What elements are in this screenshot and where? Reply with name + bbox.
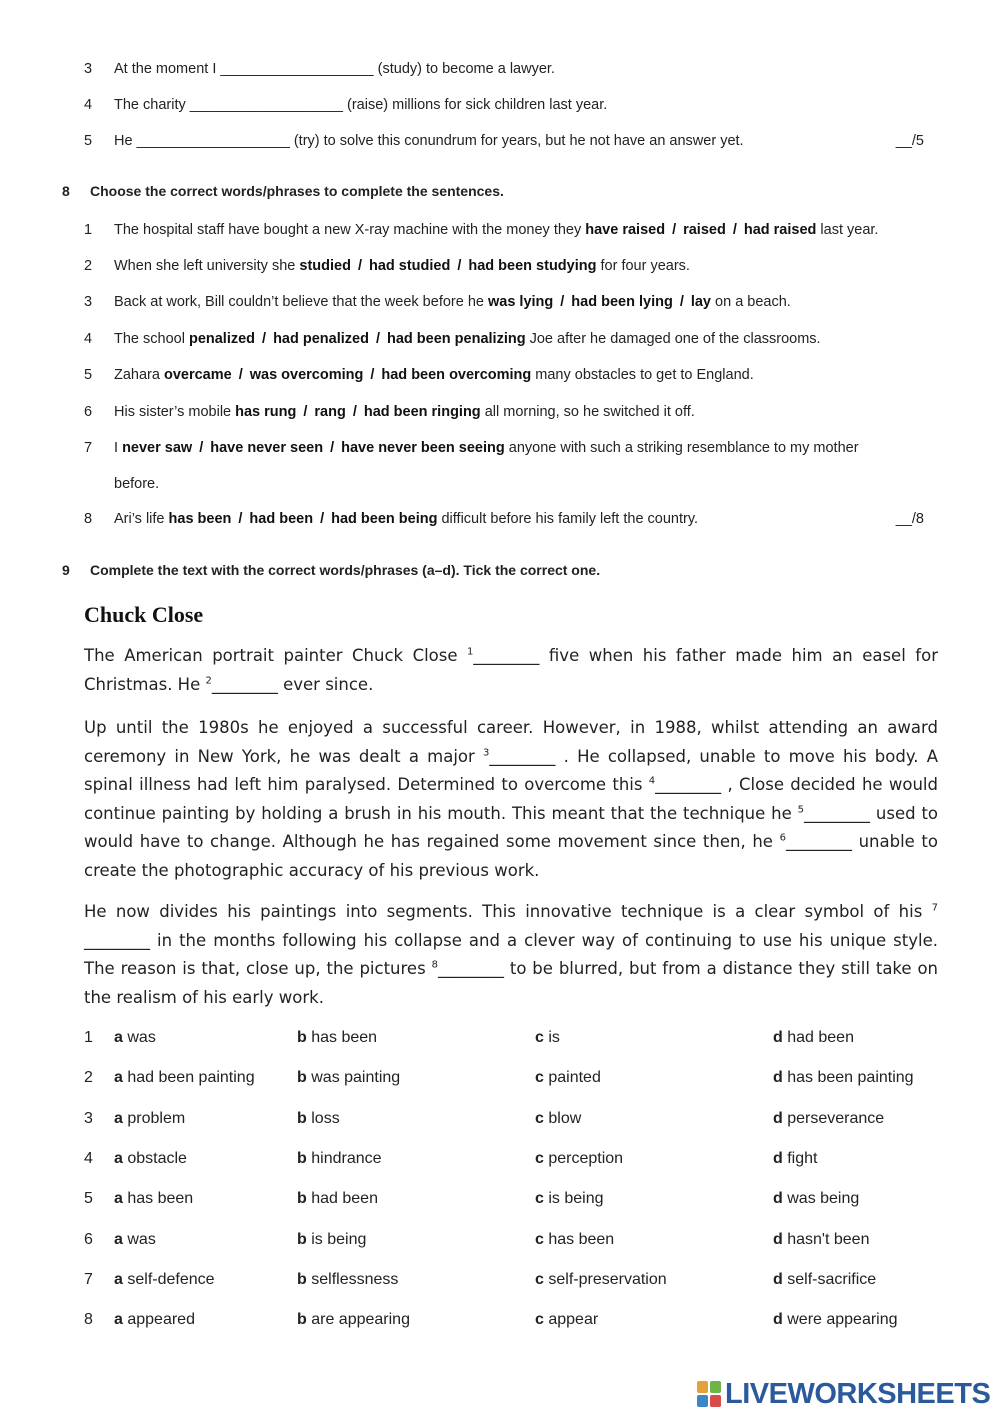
s8-item-5: 5 Zahara overcame / was overcoming / had been overcoming many obstacles to get to England. bbox=[84, 367, 754, 383]
option-c[interactable]: c self-preservation bbox=[535, 1271, 667, 1288]
gap-blank[interactable]: ________ bbox=[84, 930, 150, 950]
choice-option[interactable]: have raised bbox=[585, 222, 666, 238]
option-a[interactable]: a problem bbox=[114, 1110, 186, 1127]
s8-heading: 8 Choose the correct words/phrases to complete the sentences. bbox=[62, 183, 504, 199]
option-c[interactable]: c has been bbox=[535, 1231, 615, 1248]
options-row-7: 7 a self-defence b selflessness c self-preservation d self-sacrifice bbox=[84, 1268, 944, 1292]
choice-option[interactable]: had been overcoming bbox=[381, 367, 532, 383]
gap-blank[interactable]: ________ bbox=[211, 674, 278, 694]
option-c[interactable]: c appear bbox=[535, 1311, 599, 1328]
choice-option[interactable]: raised bbox=[683, 222, 726, 238]
gap-blank[interactable]: ________ bbox=[804, 803, 871, 823]
choice-option[interactable]: had been lying bbox=[571, 294, 673, 310]
options-row-1: 1 a was b has been c is d had been bbox=[84, 1026, 944, 1050]
option-d[interactable]: d was being bbox=[773, 1190, 860, 1207]
option-d[interactable]: d has been painting bbox=[773, 1069, 914, 1086]
choice-option[interactable]: had been studying bbox=[468, 258, 597, 274]
choice-option[interactable]: had penalized bbox=[273, 331, 369, 347]
article-paragraph-1: The American portrait painter Chuck Close $^1$________ five when his father made him an easel for Christmas. He $^2$________ ever since. bbox=[84, 642, 938, 699]
option-b[interactable]: b are appearing bbox=[297, 1311, 410, 1328]
option-a[interactable]: a appeared bbox=[114, 1311, 195, 1328]
option-d[interactable]: d were appearing bbox=[773, 1311, 898, 1328]
logo-text: LIVEWORKSHEETS bbox=[725, 1377, 991, 1410]
option-a[interactable]: a was bbox=[114, 1029, 156, 1046]
liveworksheets-logo[interactable] bbox=[697, 1378, 990, 1410]
option-c[interactable]: c is being bbox=[535, 1190, 604, 1207]
s7-item-3: 3 At the moment I ___________________ (study) to become a lawyer. bbox=[84, 61, 555, 77]
choice-option[interactable]: have never been seeing bbox=[341, 440, 505, 456]
options-row-6: 6 a was b is being c has been d hasn't been bbox=[84, 1228, 944, 1252]
options-row-5: 5 a has been b had been c is being d was being bbox=[84, 1187, 944, 1211]
s7-score: __/5 bbox=[895, 133, 924, 149]
gap-blank[interactable]: ________ bbox=[655, 775, 722, 794]
option-a[interactable]: a was bbox=[114, 1231, 156, 1248]
option-c[interactable]: c is bbox=[535, 1029, 560, 1046]
option-a[interactable]: a obstacle bbox=[114, 1150, 187, 1167]
gap-blank[interactable]: ________ bbox=[785, 832, 852, 851]
option-c[interactable]: c blow bbox=[535, 1110, 582, 1127]
choice-option[interactable]: studied bbox=[299, 258, 351, 274]
s8-item-2: 2 When she left university she studied / had studied / had been studying for four years. bbox=[84, 258, 690, 274]
choice-option[interactable]: rang bbox=[314, 404, 346, 420]
choice-option[interactable]: was overcoming bbox=[249, 367, 364, 383]
answer-blank[interactable]: ___________________ bbox=[189, 97, 343, 113]
options-row-8: 8 a appeared b are appearing c appear d were appearing bbox=[84, 1308, 944, 1332]
s7-item-4: 4 The charity ___________________ (raise) millions for sick children last year. bbox=[84, 97, 608, 113]
s9-heading: 9 Complete the text with the correct words/phrases (a–d). Tick the correct one. bbox=[62, 562, 601, 578]
choice-option[interactable]: penalized bbox=[188, 331, 256, 347]
choice-option[interactable]: had raised bbox=[743, 222, 817, 238]
gap-blank[interactable]: ________ bbox=[437, 959, 504, 978]
article-paragraph-2: Up until the 1980s he enjoyed a successful career. However, in 1988, whilst attending an award ceremony in New York, he was dealt a major $^3$________ . He collapsed, unable to move his body. A spinal illness had left him paralysed. Determined to overcome this $^4$________ , Close decided he would continue painting by holding a brush in his mouth. This meant that the technique he $^5$________ used to would have to change. Although he has regained some movement since then, he $^6$________ unable to create the photographic accuracy of his previous work. bbox=[84, 718, 939, 880]
answer-blank[interactable]: ___________________ bbox=[136, 133, 290, 149]
s8-item-4: 4 The school penalized / had penalized / had been penalizing Joe after he damaged one of the classrooms. bbox=[84, 331, 821, 347]
option-b[interactable]: b loss bbox=[297, 1110, 340, 1127]
choice-option[interactable]: lay bbox=[690, 294, 712, 310]
option-d[interactable]: d had been bbox=[773, 1029, 854, 1046]
option-d[interactable]: d perseverance bbox=[773, 1110, 885, 1127]
choice-option[interactable]: had been ringing bbox=[363, 404, 481, 420]
option-d[interactable]: d self-sacrifice bbox=[773, 1271, 877, 1288]
choice-option[interactable]: had been being bbox=[331, 511, 438, 527]
choice-option[interactable]: has been bbox=[168, 511, 232, 527]
option-c[interactable]: c painted bbox=[535, 1069, 601, 1086]
s7-item-5: 5 He ___________________ (try) to solve this conundrum for years, but he not have an answer yet. __/5 bbox=[84, 133, 924, 149]
article-paragraph-3: He now divides his paintings into segments. This innovative technique is a clear symbol of his $^7$________ in the months following his collapse and a clever way of continuing to use his unique style. The reason is that, close up, the pictures $^8$________ to be blurred, but from a distance they still take on the realism of his early work. bbox=[84, 902, 938, 1007]
choice-option[interactable]: overcame bbox=[163, 367, 232, 383]
article-title: Chuck Close bbox=[84, 602, 204, 627]
s8-item-1: 1 The hospital staff have bought a new X-ray machine with the money they have raised / raised / had raised last year. bbox=[84, 222, 879, 238]
option-b[interactable]: b is being bbox=[297, 1231, 367, 1248]
option-b[interactable]: b has been bbox=[297, 1029, 378, 1046]
s8-item-3: 3 Back at work, Bill couldn’t believe that the week before he was lying / had been lying / lay on a beach. bbox=[84, 294, 791, 310]
choice-option[interactable]: was lying bbox=[487, 294, 554, 310]
option-b[interactable]: b selflessness bbox=[297, 1271, 399, 1288]
choice-option[interactable]: never saw bbox=[122, 440, 193, 456]
option-d[interactable]: d fight bbox=[773, 1150, 818, 1167]
gap-blank[interactable]: ________ bbox=[473, 646, 540, 665]
option-d[interactable]: d hasn't been bbox=[773, 1231, 870, 1248]
option-b[interactable]: b hindrance bbox=[297, 1150, 382, 1167]
choice-option[interactable]: had been penalizing bbox=[387, 331, 526, 347]
option-c[interactable]: c perception bbox=[535, 1150, 624, 1167]
s8-item-8: 8 Ari’s life has been / had been / had been being difficult before his family left the country. __/8 bbox=[84, 511, 924, 527]
s8-item-7-continuation: before. bbox=[114, 476, 160, 492]
options-row-4: 4 a obstacle b hindrance c perception d fight bbox=[84, 1147, 944, 1171]
liveworksheets-logo-icon bbox=[697, 1381, 721, 1407]
option-a[interactable]: a self-defence bbox=[114, 1271, 215, 1288]
s8-item-7: 7 I never saw / have never seen / have never been seeing anyone with such a striking resemblance to my mother bbox=[84, 440, 859, 456]
s8-item-6: 6 His sister’s mobile has rung / rang / had been ringing all morning, so he switched it off. bbox=[84, 404, 695, 420]
option-a[interactable]: a has been bbox=[114, 1190, 194, 1207]
choice-option[interactable]: has rung bbox=[235, 404, 297, 420]
answer-blank[interactable]: ___________________ bbox=[220, 61, 374, 77]
choice-option[interactable]: had studied bbox=[368, 258, 451, 274]
s8-score: __/8 bbox=[895, 511, 924, 527]
choice-option[interactable]: have never seen bbox=[210, 440, 324, 456]
options-row-3: 3 a problem b loss c blow d perseverance bbox=[84, 1107, 944, 1131]
option-a[interactable]: a had been painting bbox=[114, 1069, 255, 1086]
option-b[interactable]: b was painting bbox=[297, 1069, 401, 1086]
options-row-2: 2 a had been painting b was painting c painted d has been painting bbox=[84, 1066, 944, 1090]
choice-option[interactable]: had been bbox=[249, 511, 314, 527]
gap-blank[interactable]: ________ bbox=[489, 746, 556, 766]
option-b[interactable]: b had been bbox=[297, 1190, 378, 1207]
